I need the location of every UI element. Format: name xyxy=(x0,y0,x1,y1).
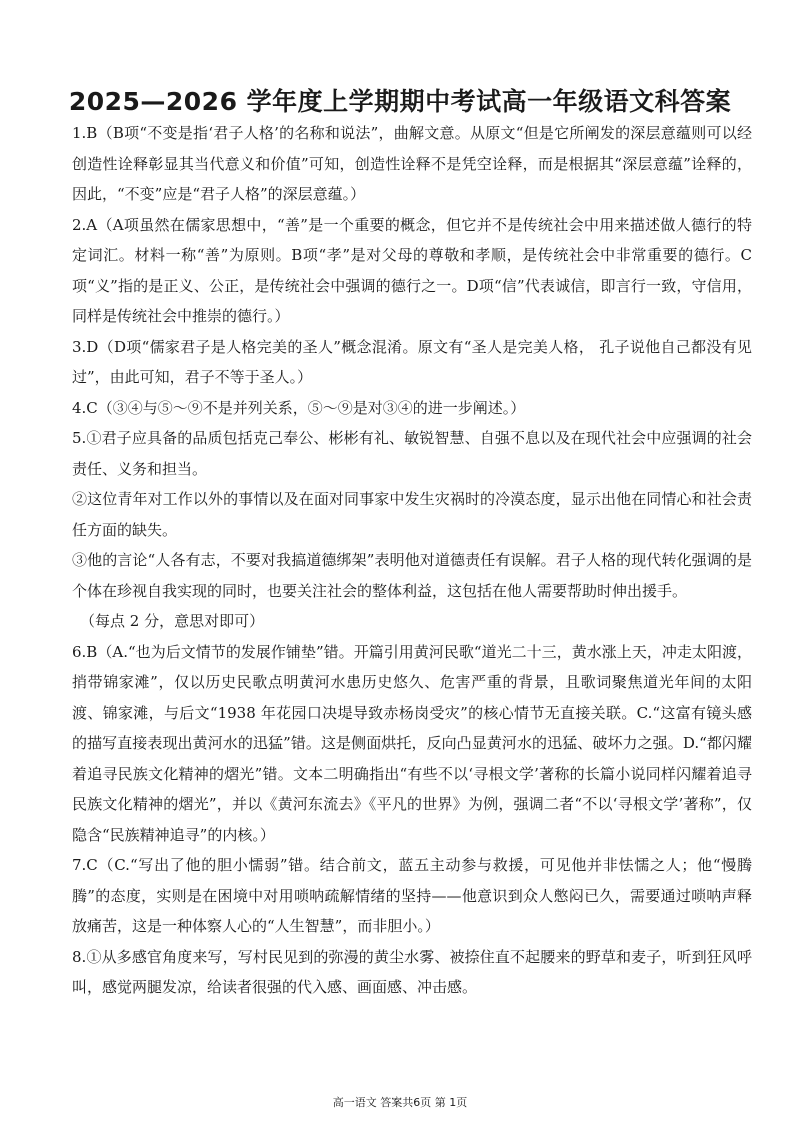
answer-5-point-3: ③他的言论“人各有志，不要对我搞道德绑架”表明他对道德责任有误解。君子人格的现代转化强调的是个体在珍视自我实现的同时，也要关注社会的整体利益，这包括在他人需要帮助时伸出援手。 xyxy=(72,551,752,600)
answer-3: 3.D（D项“儒家君子是人格完美的圣人”概念混淆。原文有“圣人是完美人格， 孔子说他自己都没有见过”，由此可知，君子不等于圣人。） xyxy=(72,337,752,386)
answer-5-point-1: 5.①君子应具备的品质包括克己奉公、彬彬有礼、敏锐智慧、自强不息以及在现代社会中应强调的社会责任、义务和担当。 xyxy=(72,429,752,478)
answer-body xyxy=(72,118,752,1003)
answer-6: 6.B（A.“也为后文情节的发展作铺垫”错。开篇引用黄河民歌“道光二十三，黄水涨上天，冲走太阳渡，捎带锦家滩”，仅以历史民歌点明黄河水患历史悠久、危害严重的背景，且歌词聚焦道光年间的太阳渡、锦家滩，与后文“1938 年花园口决堤导致赤杨岗受灾”的核心情节无直接关联。C.“这富有镜头感的描写直接表现出黄河水的迅猛”错。这是侧面烘托，反向凸显黄河水的迅猛、破坏力之强。D.“都闪耀着追寻民族文化精神的熠光”错。文本二明确指出“有些不以‘寻根文学’著称的长篇小说同样闪耀着追寻民族文化精神的熠光”，并以《黄河东流去》《平凡的世界》为例，强调二者“不以‘寻根文学’著称”，仅隐含“民族精神追寻”的内核。） xyxy=(72,642,752,844)
answer-5-scoring-note: （每点 2 分，意思对即可） xyxy=(80,612,265,630)
answer-2: 2.A（A项虽然在儒家思想中，“善”是一个重要的概念，但它并不是传统社会中用来描述做人德行的特定词汇。材料一称“善”为原则。B项“孝”是对父母的尊敬和孝顺，是传统社会中非常重要的德行。C项“义”指的是正义、公正，是传统社会中强调的德行之一。D项“信”代表诚信，即言行一致，守信用，同样是传统社会中推崇的德行。） xyxy=(72,215,752,325)
answer-4: 4.C（③④与⑤～⑨不是并列关系，⑤～⑨是对③④的进一步阐述。） xyxy=(72,398,526,417)
page-footer: 高一语文 答案共6页 第 1页 xyxy=(332,1096,468,1109)
answer-5-point-2: ②这位青年对工作以外的事情以及在面对同事家中发生灾祸时的冷漠态度，显示出他在同情心和社会责任方面的缺失。 xyxy=(72,490,752,539)
answer-7: 7.C（C.“写出了他的胆小懦弱”错。结合前文，蓝五主动参与救援，可见他并非怯懦之人；他“慢腾腾”的态度，实则是在困境中对用唢呐疏解情绪的坚持——他意识到众人憋闷已久，需要通过唢呐声释放痛苦，这是一种体察人心的“人生智慧”，而非胆小。） xyxy=(72,856,752,935)
answer-8: 8.①从多感官角度来写，写村民见到的弥漫的黄尘水雾、被捺住直不起腰来的野草和麦子，听到狂风呼叫，感觉两腿发凉，给读者很强的代入感、画面感、冲击感。 xyxy=(72,947,752,996)
page-title: 2025—2026 学年度上学期期中考试高一年级语文科答案 xyxy=(68,87,732,116)
answer-1: 1.B（B项“不变是指‘君子人格’的名称和说法”，曲解文意。从原文“但是它所阐发的深层意蕴则可以经创造性诠释彰显其当代意义和价值”可知，创造性诠释不是凭空诠释，而是根据其“深层意蕴”诠释的，因此，“不变”应是“君子人格”的深层意蕴。） xyxy=(72,124,752,203)
